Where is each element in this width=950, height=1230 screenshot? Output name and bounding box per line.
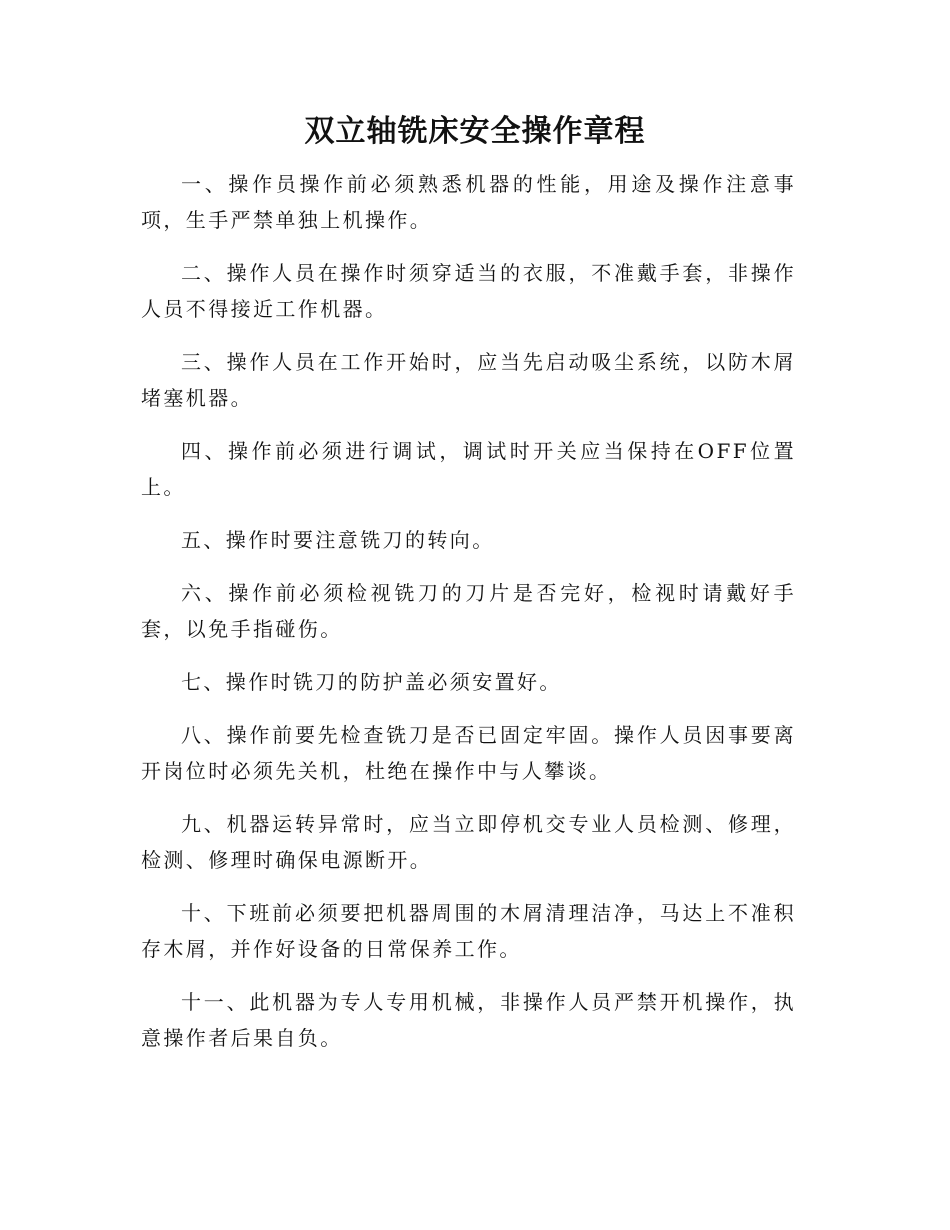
clause-3: 三、操作人员在工作开始时，应当先启动吸尘系统，以防木屑堵塞机器。	[141, 350, 796, 410]
clause-5: 五、操作时要注意铣刀的转向。	[181, 528, 495, 552]
clause-list	[141, 166, 796, 1073]
document-title: 双立轴铣床安全操作章程	[304, 114, 646, 149]
clause-11: 十一、此机器为专人专用机械，非操作人员严禁开机操作，执意操作者后果自负。	[141, 990, 796, 1050]
clause-7: 七、操作时铣刀的防护盖必须安置好。	[181, 670, 562, 694]
clause-2: 二、操作人员在操作时须穿适当的衣服，不准戴手套，非操作人员不得接近工作机器。	[141, 261, 796, 321]
clause-10: 十、下班前必须要把机器周围的木屑清理洁净，马达上不准积存木屑，并作好设备的日常保养工作。	[141, 901, 796, 961]
clause-8: 八、操作前要先检查铣刀是否已固定牢固。操作人员因事要离开岗位时必须先关机，杜绝在操作中与人攀谈。	[141, 723, 796, 783]
clause-4: 四、操作前必须进行调试，调试时开关应当保持在OFF位置上。	[141, 439, 796, 499]
clause-9: 九、机器运转异常时，应当立即停机交专业人员检测、修理，检测、修理时确保电源断开。	[141, 812, 796, 872]
clause-1: 一、操作员操作前必须熟悉机器的性能，用途及操作注意事项，生手严禁单独上机操作。	[141, 172, 796, 232]
clause-6: 六、操作前必须检视铣刀的刀片是否完好，检视时请戴好手套，以免手指碰伤。	[141, 581, 796, 641]
